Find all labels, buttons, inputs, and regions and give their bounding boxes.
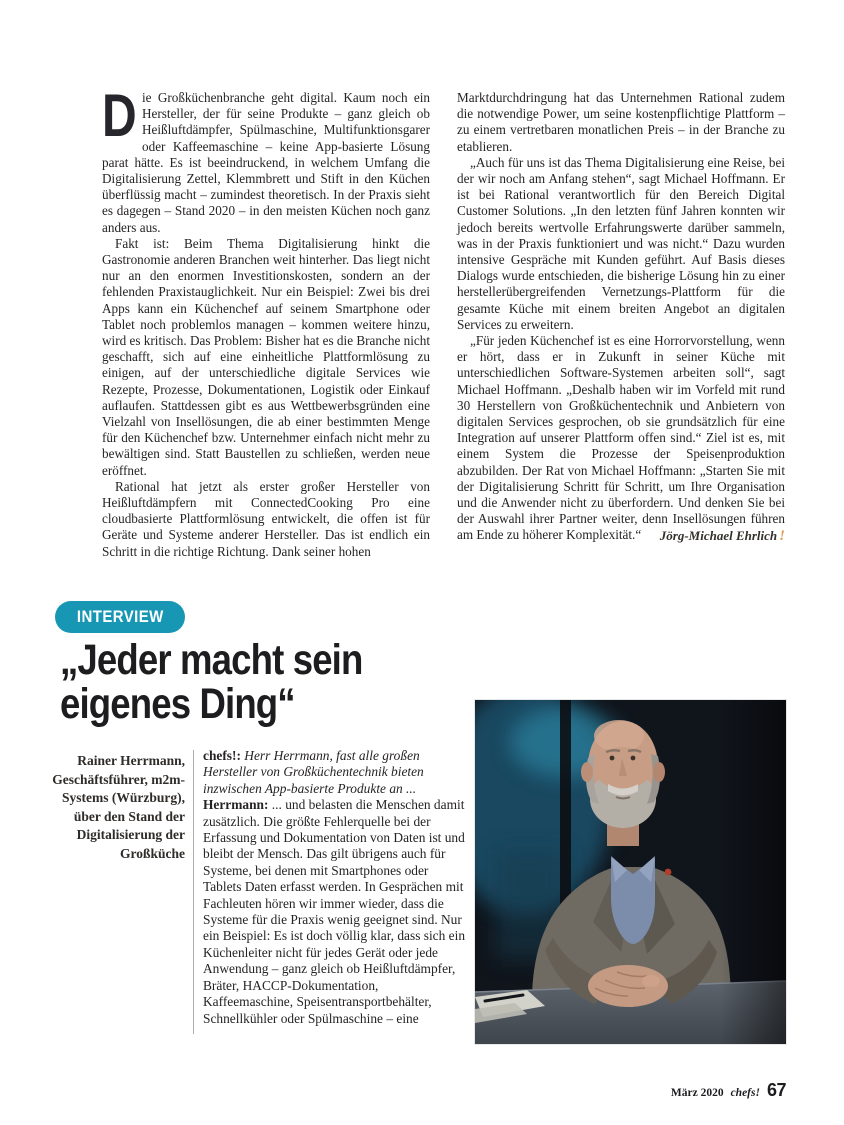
article-paragraph: Marktdurchdringung hat das Unternehmen Rational zudem die notwendige Power, um seine kostenpflichtige Plattform – zu einem vertretbaren monatlichen Preis – in der Branche zu etablieren. xyxy=(457,90,785,154)
column-divider xyxy=(193,750,194,1034)
interview-question xyxy=(203,748,466,797)
question-text: Herr Herrmann, fast alle großen Hersteller von Großküchentechnik bieten inzwischen App-basierte Produkte an ... xyxy=(203,748,424,796)
answer-text: ... und belasten die Menschen damit zusätzlich. Die größte Fehlerquelle bei der Erfassung und Dokumentation von Daten ist und bleibt der Mensch. Das gilt übrigens auch für Systeme, bei denen mit Smartphones oder Tablets Daten erfasst werden. In Gesprächen mit Fachleuten hören wir immer wieder, dass die Systeme für die Praxis wenig geeignet sind. Nur ein Beispiel: Es ist doch völlig klar, dass sich ein Küchenleiter nicht für jedes Gerät oder jede Anwendung – ganz gleich ob Heißluftdämpfer, Bräter, HACCP-Dokumentation, Kaffeemaschine, Speisentransportbehälter, Schnellkühler oder Spülmaschine – eine xyxy=(203,797,466,1026)
article-paragraph: „Auch für uns ist das Thema Digitalisierung eine Reise, bei der wir noch am Anfang stehen“, sagt Michael Hoffmann. Er ist bei Rational verantwortlich für den Bereich Digital Customer Solutions. „In den letzten fünf Jahren konnten wir jedoch bereits wertvolle Erfahrungswerte darüber sammeln, was in der Praxis funktioniert und was nicht.“ Dazu wurden intensive Gespräche mit Kunden geführt. Auf Basis dieses Dialogs wurde entschieden, die bisherige Lösung hin zu einer herstellerübergreifenden Vernetzungs-Plattform für die gesamte Küche mit einem breiten Angebot an digitalen Services zu erweitern. xyxy=(457,154,785,332)
article-paragraph xyxy=(102,82,430,236)
article-column-1 xyxy=(102,82,430,560)
interview-qa xyxy=(203,748,466,1027)
article-paragraph: Rational hat jetzt als erster großer Hersteller von Heißluftdämpfern mit ConnectedCooking Pro eine cloudbasierte Plattformlösung entwickelt, die offen ist für Geräte und Systeme anderer Hersteller. Das ist endlich ein Schritt in die richtige Richtung. Dank seiner hohen xyxy=(102,478,430,559)
interview-badge xyxy=(55,601,185,633)
portrait-man-in-suit xyxy=(475,700,786,1044)
page-footer xyxy=(671,1080,786,1101)
interview-badge-label: INTERVIEW xyxy=(76,607,164,626)
answer-label: Herrmann: xyxy=(203,797,269,813)
article-paragraph: Fakt ist: Beim Thema Digitalisierung hinkt die Gastronomie anderen Branchen weit hinterher. Das liegt nicht nur an den enormen Investitionskosten, sondern an der fehlenden Praxistauglichkeit. Nur ein Beispiel: Zwei bis drei Apps kann ein Küchenchef auf seinem Smartphone oder Tablet noch problemlos managen – kommen weitere hinzu, wird es kritisch. Das Problem: Bisher hat es die Branche nicht geschafft, sich auf eine einheitliche Plattformlösung zu einigen, auf der unterschiedliche digitale Services wie Rezepte, Prozesse, Dokumentationen, Logistik oder Einkauf auflaufen. Stattdessen gibt es aus Wettbewerbsgründen eine Vielzahl von Insellösungen, die ab einer bestimmten Menge für den Küchenchef bzw. Unternehmer einfach nicht mehr zu bewältigen sind. Statt Baustellen zu schließen, werden neue eröffnet. xyxy=(102,235,430,478)
article-paragraph: „Für jeden Küchenchef ist es eine Horrorvorstellung, wenn er hört, dass er in Zukunft in seiner Küche mit unterschiedlichen Software-Systemen arbeiten soll“, sagt Michael Hoffmann. „Deshalb haben wir im Vorfeld mit rund 30 Herstellern von Großküchentechnik und Anbietern von digitalen Services gesprochen, ob sie grundsätzlich für eine Integration auf unserer Plattform offen sind.“ Ziel ist es, mit einem System die Prozesse der Speisenproduktion abzubilden. Der Rat von Michael Hoffmann: „Starten Sie mit der Digitalisierung Schritt für Schritt, um Ihre Organisation und die Anwender nicht zu überfordern. Und denken Sie bei der Auswahl ihrer Partner weiter, denn Insellösungen führen am Ende zu höherer Komplexität.“ xyxy=(457,333,785,543)
footer-date: März 2020 xyxy=(670,1087,724,1099)
headline-line-1: „Jeder macht sein xyxy=(60,636,363,684)
interview-headline xyxy=(60,638,416,726)
interview-photo xyxy=(475,700,786,1044)
article-column-2 xyxy=(457,90,785,544)
interview-byline: Rainer Herrmann, Geschäftsführer, m2m-Systems (Würzburg), über den Stand der Digitalisierung der Großküche xyxy=(52,753,185,861)
footer-brand: chefs! xyxy=(730,1087,760,1099)
drop-cap: D xyxy=(102,82,136,149)
question-label: chefs!: xyxy=(203,748,241,763)
article-end-mark-icon: ! xyxy=(779,527,785,544)
footer-page-number: 67 xyxy=(766,1080,786,1100)
author-name: Jörg-Michael Ehrlich xyxy=(659,527,778,543)
headline-line-2: eigenes Ding“ xyxy=(60,680,295,728)
article-text: ie Großküchenbranche geht digital. Kaum noch ein Hersteller, der für seine Produkte – ganz gleich ob Heißluftdämpfer, Spülmaschine, Multifunktionsgarer oder Kaffeemaschine – keine App-basierte Lösung parat hätte. Es ist beeindruckend, in welchem Umfang die Digitalisierung Zettel, Klemmbrett und Stift in den Küchen überflüssig macht – zumindest theoretisch. In der Praxis sieht es dagegen – Stand 2020 – in den meisten Küchen noch ganz anders aus. xyxy=(102,90,430,235)
interview-answer xyxy=(203,797,466,1027)
